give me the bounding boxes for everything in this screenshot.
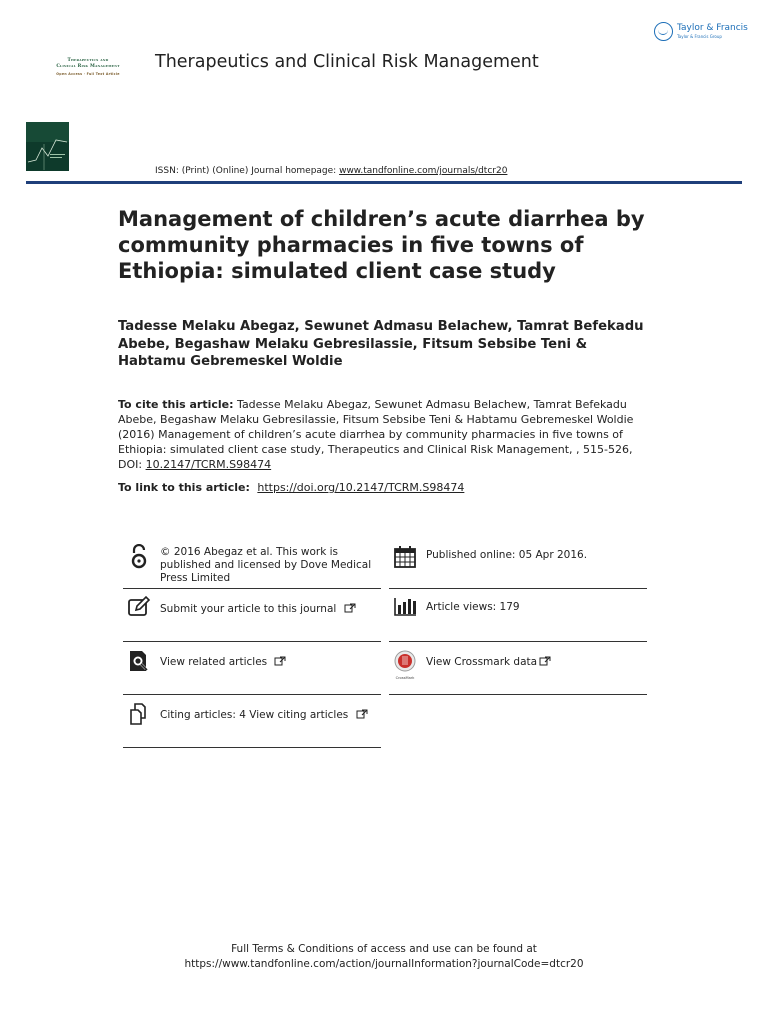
journal-logo-line2: Clinical Risk Management — [56, 63, 120, 69]
publisher-logo[interactable] — [654, 22, 748, 41]
journal-logo-line3: Open Access · Full Text Article — [56, 72, 120, 76]
external-link-icon — [344, 603, 356, 613]
external-link-icon — [539, 656, 551, 666]
journal-logo — [48, 58, 128, 76]
bar-chart-icon — [392, 595, 418, 621]
footer — [0, 942, 768, 972]
article-title: Management of children’s acute diarrhea by community pharmacies in five towns of Ethiopia: simulated client case study — [118, 207, 645, 283]
external-link-icon — [274, 656, 286, 666]
submit-article-link[interactable]: Submit your article to this journal — [160, 603, 337, 615]
search-document-icon — [126, 648, 152, 674]
related-articles-row[interactable] — [123, 642, 381, 695]
submit-article-row[interactable] — [123, 589, 381, 642]
citation-text: Tadesse Melaku Abegaz, Sewunet Admasu Belachew, Tamrat Befekadu Abebe, Begashaw Melaku Gebresilassie, Fitsum Sebsibe Teni & Habtamu Gebremeskel Woldie (2016) Management of children’s acute diarrhea by community pharmacies in five towns of Ethiopia: simulated client case study, Therapeutics and Clinical Risk Management, , 515-526, DOI: — [118, 398, 634, 471]
link-label: To link to this article: — [118, 481, 250, 494]
citation-block — [118, 397, 653, 472]
crossmark-badge-label: CrossMark — [395, 676, 415, 680]
journal-homepage-link[interactable]: www.tandfonline.com/journals/dtcr20 — [339, 166, 508, 176]
calendar-icon — [392, 544, 418, 570]
issn-text: ISSN: (Print) (Online) Journal homepage: — [155, 166, 340, 176]
crossmark-icon — [392, 650, 418, 680]
edit-icon — [126, 595, 152, 621]
journal-name: Therapeutics and Clinical Risk Management — [155, 52, 539, 72]
article-link-line — [118, 481, 464, 494]
license-row-divider — [123, 536, 381, 589]
citation-label: To cite this article: — [118, 398, 234, 411]
license-text: © 2016 Abegaz et al. This work is published and licensed by Dove Medical Press Limited — [160, 546, 372, 584]
journal-cover-thumbnail — [26, 122, 69, 171]
crossmark-link[interactable]: View Crossmark data — [426, 656, 538, 668]
citation-doi-link[interactable]: 10.2147/TCRM.S98474 — [145, 458, 272, 471]
external-link-icon — [356, 709, 368, 719]
article-views-row — [389, 589, 647, 642]
crossmark-row[interactable] — [389, 642, 647, 695]
taylor-francis-icon — [654, 22, 673, 41]
publisher-name: Taylor & Francis — [677, 23, 748, 33]
citing-articles-link[interactable]: Citing articles: 4 View citing articles — [160, 709, 349, 721]
article-views: Article views: 179 — [426, 601, 520, 613]
footer-terms-text: Full Terms & Conditions of access and use can be found at — [231, 943, 537, 955]
article-authors: Tadesse Melaku Abegaz, Sewunet Admasu Belachew, Tamrat Befekadu Abebe, Begashaw Melaku Gebresilassie, Fitsum Sebsibe Teni & Habtamu Gebremeskel Woldie — [118, 319, 644, 369]
citing-documents-icon — [126, 701, 152, 727]
citing-articles-row[interactable] — [123, 695, 381, 748]
footer-terms-url[interactable]: https://www.tandfonline.com/action/journalInformation?journalCode=dtcr20 — [184, 958, 584, 970]
journal-logo-line1: Therapeutics and — [67, 58, 109, 63]
article-doi-link[interactable]: https://doi.org/10.2147/TCRM.S98474 — [257, 481, 465, 494]
publisher-group: Taylor & Francis Group — [677, 34, 722, 39]
related-articles-link[interactable]: View related articles — [160, 656, 268, 668]
issn-line — [155, 166, 507, 176]
published-date: Published online: 05 Apr 2016. — [426, 549, 588, 561]
header-divider — [26, 181, 742, 184]
published-row — [389, 536, 647, 589]
